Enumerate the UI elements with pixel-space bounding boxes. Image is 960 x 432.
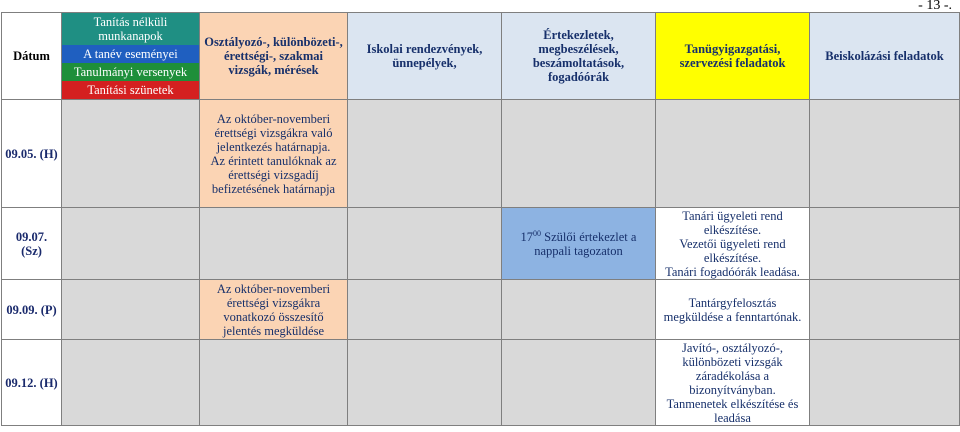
row-admin: Tanári ügyeleti rend elkészítése. Vezetői ügyeleti rend elkészítése. Tanári fogadóórák leadása. [656, 208, 810, 280]
row-enrollment [810, 340, 960, 426]
schedule-table [1, 12, 960, 426]
row-enrollment [810, 100, 960, 208]
row-exams: Az október-novemberi érettségi vizsgákra való jelentkezés határnapja. Az érintett tanulóknak az érettségi vizsgadíj befizetésének határnapja [200, 100, 348, 208]
row-admin [656, 100, 810, 208]
meeting-text: Szülői értekezlet a nappali tagozaton [534, 229, 637, 258]
row-admin: Javító-, osztályozó-, különbözeti vizsgák záradékolása a bizonyítványban. Tanmenetek elkészítése és leadása [656, 340, 810, 426]
row-exams [200, 340, 348, 426]
row-exams [200, 208, 348, 280]
table-row [2, 280, 960, 340]
row-legend-cell [62, 340, 200, 426]
header-date: Dátum [2, 13, 62, 100]
legend-item: Tanulmányi versenyek [62, 63, 199, 81]
row-meetings [502, 100, 656, 208]
row-admin: Tantárgyfelosztás megküldése a fenntartónak. [656, 280, 810, 340]
legend-item: Tanítási szünetek [62, 81, 199, 99]
header-meetings: Értekezletek, megbeszélések, beszámoltatások, fogadóórák [502, 13, 656, 100]
row-date: 09.05. (H) [2, 100, 62, 208]
table-row [2, 340, 960, 426]
header-events: Iskolai rendezvények, ünnepélyek, [348, 13, 502, 100]
row-legend-cell [62, 280, 200, 340]
table-row [2, 100, 960, 208]
legend-list [62, 13, 199, 99]
row-meetings [502, 340, 656, 426]
legend-item: Tanítás nélküli munkanapok [62, 13, 199, 45]
row-legend-cell [62, 208, 200, 280]
row-meetings [502, 208, 656, 280]
row-events [348, 280, 502, 340]
row-date: 09.12. (H) [2, 340, 62, 426]
header-enrollment: Beiskolázási feladatok [810, 13, 960, 100]
row-legend-cell [62, 100, 200, 208]
meeting-time-minutes: 00 [533, 228, 542, 238]
header-admin: Tanügyigazgatási, szervezési feladatok [656, 13, 810, 100]
page-number: - 13 -. [918, 0, 952, 13]
row-events [348, 208, 502, 280]
header-row [2, 13, 960, 100]
row-events [348, 340, 502, 426]
header-exams: Osztályozó-, különbözeti-, érettségi-, szakmai vizsgák, mérések [200, 13, 348, 100]
row-exams: Az október-novemberi érettségi vizsgákra vonatkozó összesítő jelentés megküldése [200, 280, 348, 340]
row-enrollment [810, 280, 960, 340]
row-date: 09.07. (Sz) [2, 208, 62, 280]
row-date: 09.09. (P) [2, 280, 62, 340]
legend-item: A tanév eseményei [62, 45, 199, 63]
row-enrollment [810, 208, 960, 280]
meeting-time: 17 [520, 229, 534, 244]
row-events [348, 100, 502, 208]
table-row [2, 208, 960, 280]
row-meetings [502, 280, 656, 340]
header-legend [62, 13, 200, 100]
